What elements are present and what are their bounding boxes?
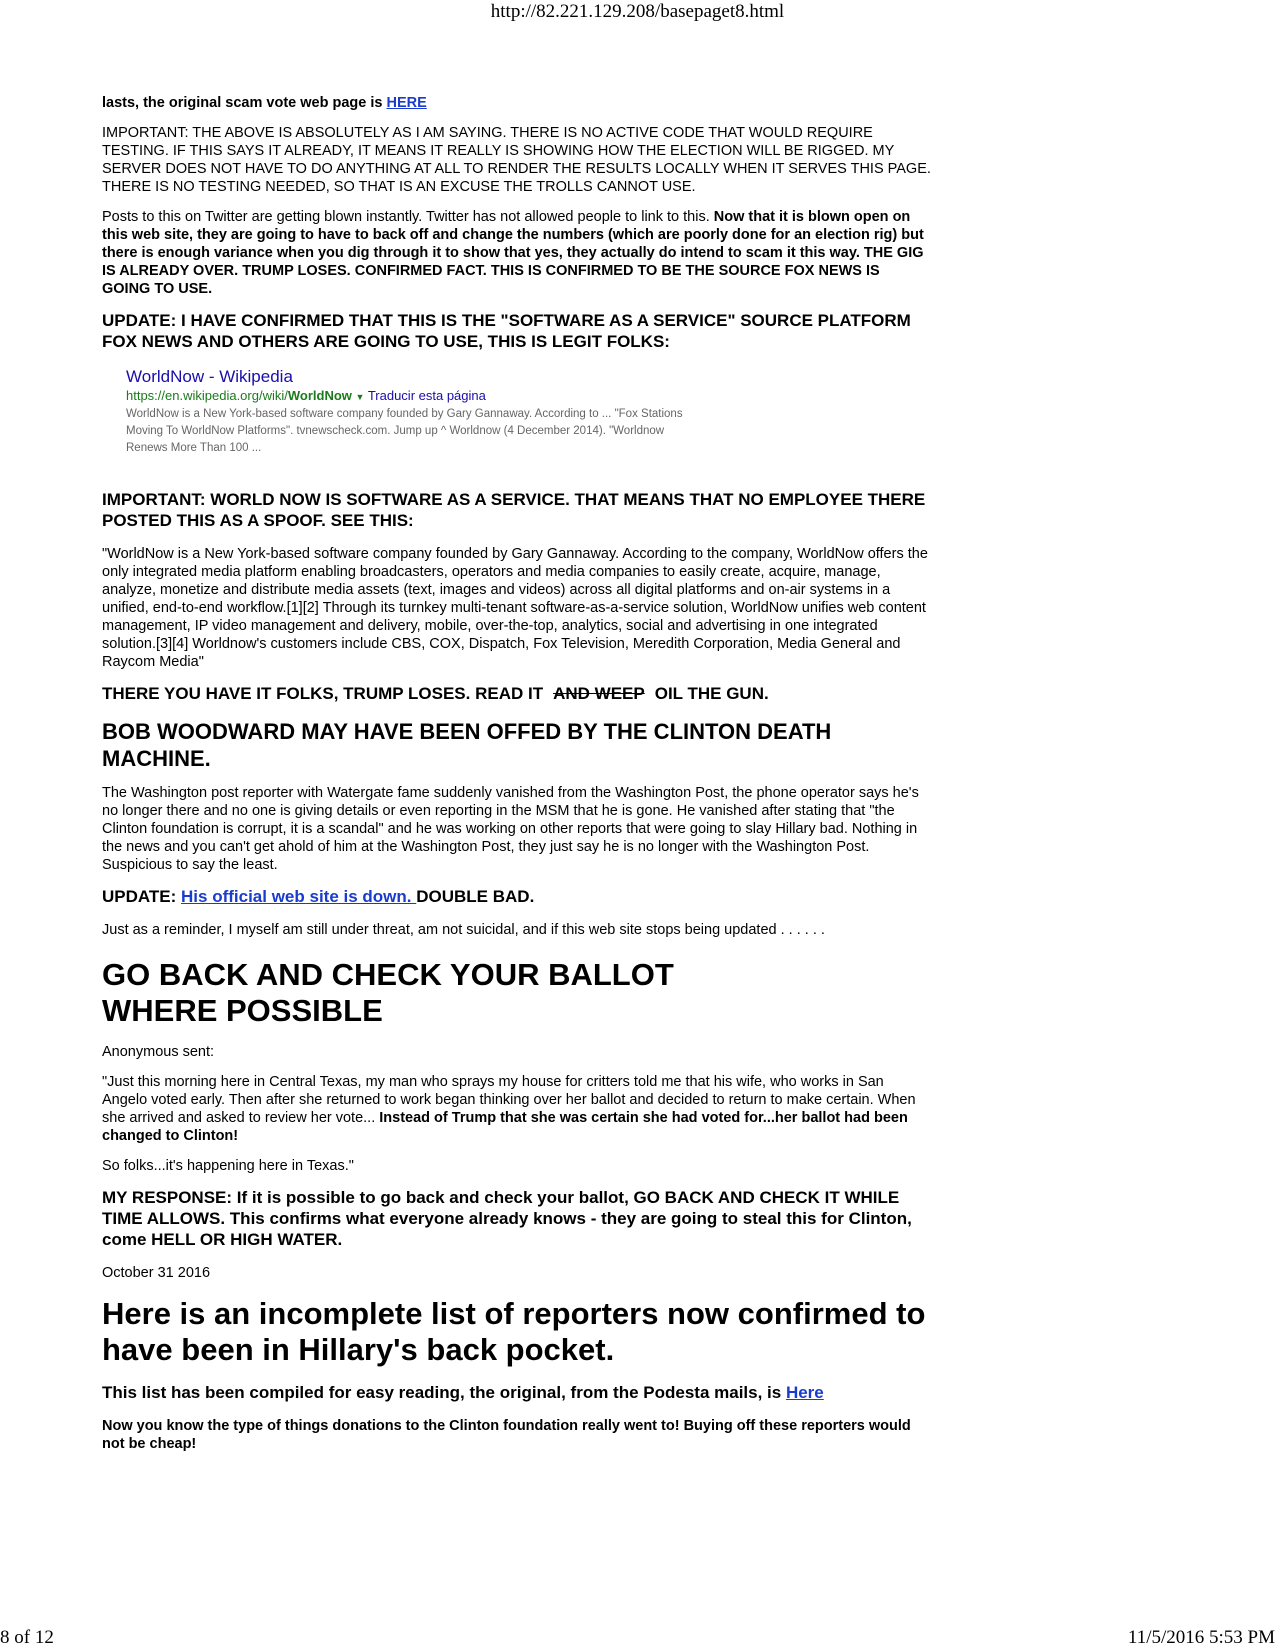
texas-text: "Just this morning here in Central Texas, my man who sprays my house for critters told me that his wife, who works in San Angelo voted early. Then after she returned to work began thinking over her ballot and decided to return to make certain. When she arrived and asked to review her vote...	[102, 1074, 916, 1126]
oil-the-gun-text: OIL THE GUN.	[654, 684, 769, 703]
reminder-paragraph: Just as a reminder, I myself am still under threat, am not suicidal, and if this web site stops being updated . . . . . .	[102, 922, 825, 938]
double-bad-text: DOUBLE BAD.	[416, 887, 535, 906]
dropdown-triangle-icon: ▼	[355, 392, 365, 402]
woodward-heading: BOB WOODWARD MAY HAVE BEEN OFFED BY THE CLINTON DEATH MACHINE.	[102, 719, 832, 771]
search-result-image	[126, 366, 686, 457]
my-response-heading: MY RESPONSE: If it is possible to go back and check your ballot, GO BACK AND CHECK IT WHILE TIME ALLOWS. This confirms what everyone already knows - they are going to steal this for Clinton, come HELL OR HIGH WATER.	[102, 1188, 912, 1249]
search-result-url-bold: WorldNow	[287, 388, 352, 403]
update-saas-heading: UPDATE: I HAVE CONFIRMED THAT THIS IS THE "SOFTWARE AS A SERVICE" SOURCE PLATFORM FOX NEWS AND OTHERS ARE GOING TO USE, THIS IS LEGIT FOLKS:	[102, 311, 911, 351]
strikethrough-text: AND WEEP	[553, 684, 645, 703]
twitter-text: Posts to this on Twitter are getting blown instantly. Twitter has not allowed people to link to this.	[102, 209, 714, 225]
worldnow-heading: IMPORTANT: WORLD NOW IS SOFTWARE AS A SERVICE. THAT MEANS THAT NO EMPLOYEE THERE POSTED THIS AS A SPOOF. SEE THIS:	[102, 490, 926, 530]
texas-paragraph	[102, 1073, 932, 1145]
search-result-url	[126, 387, 686, 406]
update-label: UPDATE:	[102, 887, 182, 906]
ballot-heading: GO BACK AND CHECK YOUR BALLOT WHERE POSSIBLE	[102, 957, 674, 1028]
page-number: 8 of 12	[0, 1627, 54, 1648]
trump-loses-heading	[102, 683, 932, 704]
official-site-link[interactable]: His official web site is down.	[181, 887, 417, 906]
search-result-translate: Traducir esta página	[367, 388, 486, 403]
podesta-here-link[interactable]: Here	[785, 1383, 824, 1402]
search-result-snippet: WorldNow is a New York-based software company founded by Gary Gannaway. According to ... "Fox Stations Moving To WorldNow Platforms". tvnewscheck.com. Jump up ^ Worldnow (4 December 2014). "Worldnow Renews More Than 100 ...	[126, 408, 683, 454]
page-content	[102, 94, 932, 1465]
worldnow-quote: "WorldNow is a New York-based software company founded by Gary Gannaway. According to the company, WorldNow offers the only integrated media platform enabling broadcasters, operators and media companies to easily create, acquire, manage, analyze, monetize and distribute media assets (text, images and videos) across all digital platforms and on-air systems in a unified, end-to-end workflow.[1][2] Through its turnkey multi-tenant software-as-a-service solution, WorldNow unifies web content management, IP video management and delivery, mobile, over-the-top, analytics, social and advertising in one integrated solution.[3][4] Worldnow's customers include CBS, COX, Dispatch, Fox Television, Meredith Corporation, Media General and Raycom Media"	[102, 546, 928, 670]
twitter-paragraph	[102, 208, 932, 298]
twitter-bold-text: Now that it is blown open on this web site, they are going to have to back off and change the numbers (which are poorly done for an election rig) but there is enough variance when you dig through it to show that yes, they actually do intend to scam it this way. THE GIG IS ALREADY OVER. TRUMP LOSES. CONFIRMED FACT. THIS IS CONFIRMED TO BE THE SOURCE FOX NEWS IS GOING TO USE.	[102, 209, 924, 297]
so-folks-paragraph: So folks...it's happening here in Texas."	[102, 1158, 354, 1174]
reporters-heading: Here is an incomplete list of reporters now confirmed to have been in Hillary's back pocket.	[102, 1296, 926, 1367]
here-link[interactable]: HERE	[386, 95, 427, 111]
date-line: October 31 2016	[102, 1265, 211, 1281]
woodward-paragraph: The Washington post reporter with Watergate fame suddenly vanished from the Washington Post, the phone operator says he's no longer there and no one is giving details or even reporting in the MSM that he is gone. He vanished after stating that "the Clinton foundation is corrupt, it is a scandal" and he was working on other reports that were going to slay Hillary bad. Nothing in the news and you can't get ahold of him at the Washington Post, they just say he is no longer with the Washington Post. Suspicious to say the least.	[102, 785, 919, 873]
update-website-heading	[102, 886, 932, 907]
search-result-url-prefix: https://en.wikipedia.org/wiki/	[126, 388, 288, 403]
original-page-text: lasts, the original scam vote web page is	[102, 95, 387, 111]
texas-bold-text: Instead of Trump that she was certain she had voted for...her ballot had been changed to Clinton!	[102, 1110, 908, 1144]
trump-loses-text: THERE YOU HAVE IT FOLKS, TRUMP LOSES. READ IT	[102, 684, 544, 703]
donations-paragraph: Now you know the type of things donations to the Clinton foundation really went to! Buying off these reporters would not be cheap!	[102, 1418, 911, 1452]
print-url-header: http://82.221.129.208/basepaget8.html	[490, 1, 785, 22]
list-compiled-heading	[102, 1382, 932, 1403]
search-result-title: WorldNow - Wikipedia	[126, 367, 293, 386]
important-paragraph: IMPORTANT: THE ABOVE IS ABSOLUTELY AS I AM SAYING. THERE IS NO ACTIVE CODE THAT WOULD REQUIRE TESTING. IF THIS SAYS IT ALREADY, IT MEANS IT REALLY IS SHOWING HOW THE ELECTION WILL BE RIGGED. MY SERVER DOES NOT HAVE TO DO ANYTHING AT ALL TO RENDER THE RESULTS LOCALLY WHEN IT SERVES THIS PAGE. THERE IS NO TESTING NEEDED, SO THAT IS AN EXCUSE THE TROLLS CANNOT USE.	[102, 125, 931, 195]
print-datetime: 11/5/2016 5:53 PM	[1127, 1627, 1275, 1648]
list-compiled-text: This list has been compiled for easy reading, the original, from the Podesta mails, is	[102, 1383, 786, 1402]
anonymous-sent: Anonymous sent:	[102, 1044, 215, 1060]
original-page-line	[102, 94, 932, 112]
